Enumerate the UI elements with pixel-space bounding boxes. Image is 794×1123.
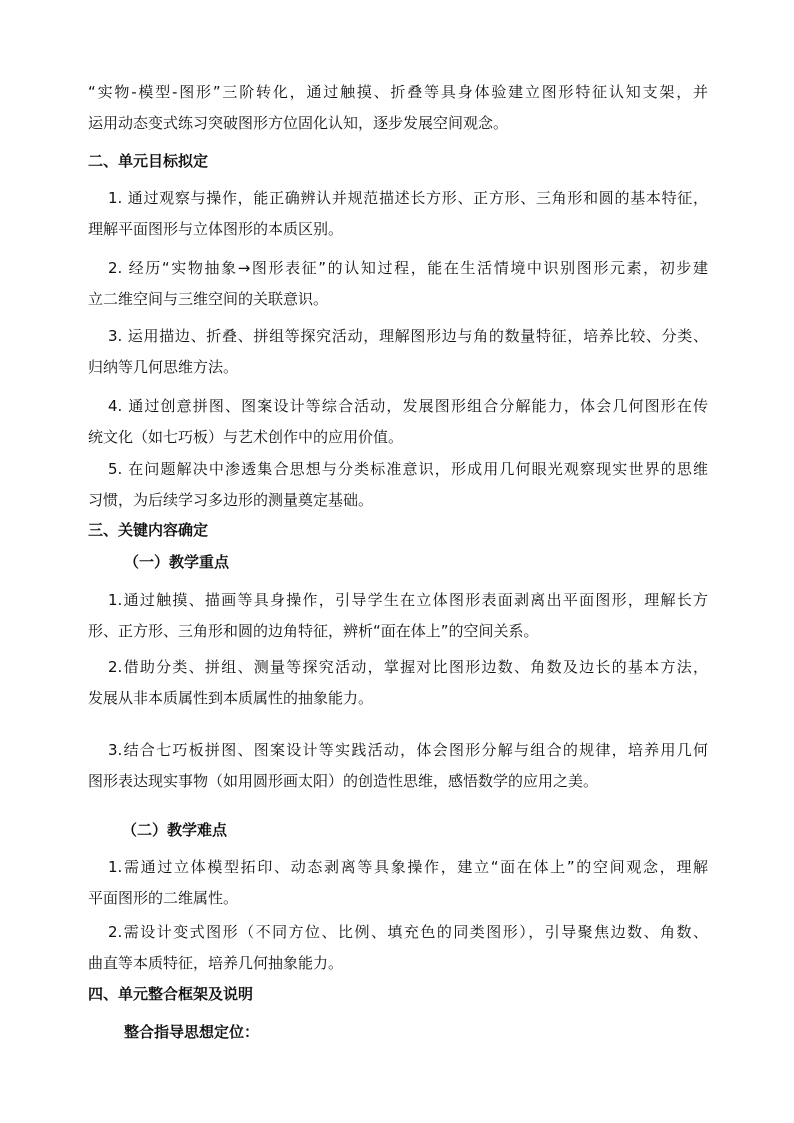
focus-heading: （一）教学重点 (124, 553, 230, 571)
goal-2-line-2: 立二维空间与三维空间的关联意识。 (88, 290, 329, 308)
goal-1-line-2: 理解平面图形与立体图形的本质区别。 (88, 220, 344, 238)
goal-5-line-1: 5. 在问题解决中渗透集合思想与分类标准意识，形成用几何眼光观察现实世界的思维 (108, 460, 708, 478)
focus-3-line-1: 3.结合七巧板拼图、图案设计等实践活动，体会图形分解与组合的规律，培养用几何 (108, 741, 708, 759)
intro-line-1: “实物-模型-图形”三阶转化，通过触摸、折叠等具身体验建立图形特征认知支架，并 (88, 83, 708, 101)
focus-1-line-2: 形、正方形、三角形和圆的边角特征，辨析“面在体上”的空间关系。 (88, 622, 539, 640)
section-4-subheading: 整合指导思想定位： (124, 1023, 260, 1041)
difficulty-2-line-2: 曲直等本质特征，培养几何抽象能力。 (88, 954, 344, 972)
section-4-heading: 四、单元整合框架及说明 (88, 985, 254, 1003)
intro-line-2: 运用动态变式练习突破图形方位固化认知，逐步发展空间观念。 (88, 114, 509, 132)
difficulty-2-line-1: 2.需设计变式图形（不同方位、比例、填充色的同类图形），引导聚焦边数、角数、 (108, 923, 708, 941)
section-3-heading: 三、关键内容确定 (88, 521, 209, 539)
goal-2-line-1: 2. 经历“实物抽象→图形表征”的认知过程，能在生活情境中识别图形元素，初步建 (108, 259, 708, 277)
difficulty-1-line-1: 1.需通过立体模型拓印、动态剥离等具象操作，建立“面在体上”的空间观念，理解 (108, 858, 708, 876)
focus-3-line-2: 图形表达现实事物（如用圆形画太阳）的创造性思维，感悟数学的应用之美。 (88, 772, 599, 790)
goal-5-line-2: 习惯，为后续学习多边形的测量奠定基础。 (88, 491, 374, 509)
goal-4-line-2: 统文化（如七巧板）与艺术创作中的应用价值。 (88, 428, 404, 446)
difficulty-heading: （二）教学难点 (122, 821, 228, 839)
focus-2-line-1: 2.借助分类、拼组、测量等探究活动，掌握对比图形边数、角数及边长的基本方法， (108, 658, 708, 676)
goal-3-line-2: 归纳等几何思维方法。 (88, 358, 239, 376)
focus-1-line-1: 1.通过触摸、描画等具身操作，引导学生在立体图形表面剥离出平面图形，理解长方 (108, 591, 708, 609)
goal-1-line-1: 1. 通过观察与操作，能正确辨认并规范描述长方形、正方形、三角形和圆的基本特征， (108, 189, 708, 207)
goal-3-line-1: 3. 运用描边、折叠、拼组等探究活动，理解图形边与角的数量特征，培养比较、分类、 (108, 327, 708, 345)
difficulty-1-line-2: 平面图形的二维属性。 (88, 889, 239, 907)
focus-2-line-2: 发展从非本质属性到本质属性的抽象能力。 (88, 689, 374, 707)
section-2-heading: 二、单元目标拟定 (88, 152, 209, 170)
goal-4-line-1: 4. 通过创意拼图、图案设计等综合活动，发展图形组合分解能力，体会几何图形在传 (108, 397, 708, 415)
